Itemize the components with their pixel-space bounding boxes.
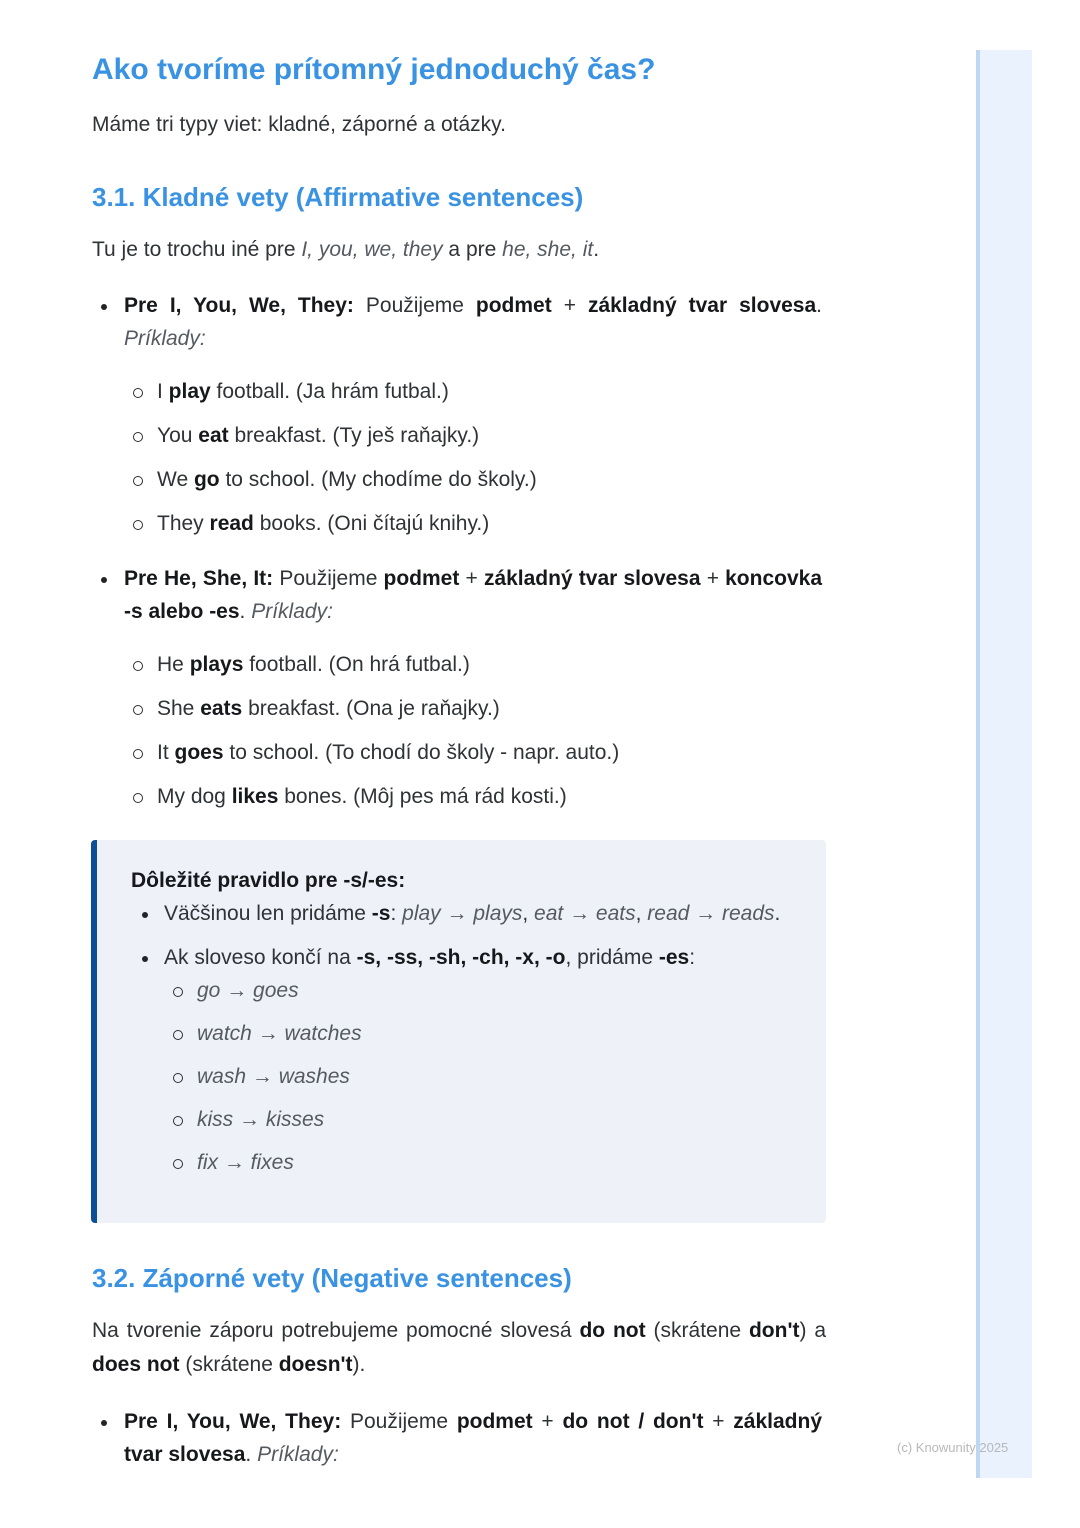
example-transform: read → reads [647,902,775,925]
rule-text: . [816,294,823,317]
rule-text: Použijeme [353,294,476,317]
example-item [157,692,822,725]
intro-text: . [593,238,600,261]
example-transform: watch → watches [197,1022,362,1045]
rule-item-singular [124,562,822,813]
verb-highlight: eat [198,424,229,447]
examples-label: Príklady: [124,327,206,350]
example-transform: kiss → kisses [197,1108,325,1131]
aux-dont: don't [748,1319,800,1342]
term-base-verb: základný tvar slovesa [587,294,817,317]
intro-text: ). [352,1353,366,1376]
example-item [157,375,822,408]
verb-endings: -s, -ss, -sh, -ch, -x, -o [356,946,566,969]
section-negative [92,1260,826,1471]
example-subject: You [157,424,199,447]
example-item [157,419,822,452]
intro-text: Tu je to trochu iné pre [92,238,302,261]
suffix-s: -s [371,902,391,925]
pronouns-singular: he, she, it [502,238,594,261]
es-example-list [164,974,796,1179]
intro-text: ) a [799,1319,827,1342]
example-item [197,1017,796,1050]
plus-sign: + [532,1410,563,1433]
section-affirmative [92,179,826,1223]
plus-sign: + [551,294,588,317]
verb-highlight: play [168,380,211,403]
example-transform: go → goes [197,979,299,1002]
example-item [197,1146,796,1179]
rule-text: . [774,902,781,925]
verb-highlight: go [193,468,220,491]
example-item [157,736,822,769]
affirmative-intro [92,233,826,267]
example-subject: We [157,468,194,491]
separator: , [522,902,535,925]
negative-rule-list [92,1405,826,1471]
example-subject: He [157,653,190,676]
example-rest: breakfast. (Ty ješ raňajky.) [228,424,480,447]
note-content [92,0,826,1471]
rule-callout [91,840,826,1223]
page-title: Ako tvoríme prítomný jednoduchý čas? [92,53,656,86]
verb-highlight: eats [200,697,243,720]
examples-label: Príklady: [251,600,333,623]
example-transform: play → plays [402,902,523,925]
example-item [157,463,822,496]
example-rest: to school. (To chodí do školy - napr. auto.) [223,741,620,764]
example-item [157,648,822,681]
example-item [197,1103,796,1136]
example-list-singular [124,648,822,813]
example-item [197,1060,796,1093]
rule-text: Použijeme [273,567,384,590]
aux-does-not: does not [92,1353,180,1376]
plus-sign: + [703,1410,734,1433]
callout-rule-list [131,897,796,1179]
suffix-es: -es [658,946,690,969]
example-rest: football. (Ja hrám futbal.) [210,380,449,403]
aux-doesnt: doesn't [278,1353,353,1376]
verb-highlight: read [209,512,254,535]
examples-label: Príklady: [257,1443,339,1466]
term-base-verb: základný tvar slovesa [124,1410,823,1466]
verb-highlight: goes [174,741,224,764]
rule-text: Väčšinou len pridáme [164,902,372,925]
intro-text: Na tvorenie záporu potrebujeme pomocné slovesá [92,1319,580,1342]
intro-text: (skrátene [179,1353,279,1376]
example-rest: to school. (My chodíme do školy.) [219,468,537,491]
affirmative-rule-list [92,289,826,813]
example-subject: My dog [157,785,232,808]
example-rest: books. (Oni čítajú knihy.) [253,512,490,535]
rule-add-es [164,941,796,1179]
example-subject: It [157,741,175,764]
negative-intro [92,1314,826,1382]
pronouns-plural: I, you, we, they [301,238,443,261]
example-list-plural [124,375,822,540]
callout-title: Dôležité pravidlo pre -s/-es: [131,869,406,892]
example-item [157,780,822,813]
term-subject: podmet [475,294,552,317]
page-side-panel [976,50,1032,1478]
term-subject: podmet [456,1410,533,1433]
example-item [197,974,796,1007]
example-subject: She [157,697,201,720]
aux-do-not: do not [579,1319,646,1342]
example-transform: wash → washes [197,1065,350,1088]
example-item [157,507,822,540]
plus-sign: + [700,567,726,590]
rule-label: Pre He, She, It: [124,567,274,590]
example-rest: breakfast. (Ona je raňajky.) [242,697,500,720]
section-heading-affirmative: 3.1. Kladné vety (Affirmative sentences) [92,182,584,212]
rule-text: , pridáme [565,946,659,969]
term-base-verb: základný tvar slovesa [483,567,701,590]
rule-label: Pre I, You, We, They: [124,294,354,317]
rule-add-s [164,897,796,930]
intro-text: (skrátene [645,1319,749,1342]
example-transform: fix → fixes [197,1151,294,1174]
rule-text: Ak sloveso končí na [164,946,357,969]
section-heading-negative: 3.2. Záporné vety (Negative sentences) [92,1263,572,1293]
rule-text: . [239,600,252,623]
example-rest: football. (On hrá futbal.) [243,653,470,676]
example-rest: bones. (Môj pes má rád kosti.) [278,785,567,808]
rule-text: : [689,946,696,969]
example-subject: I [157,380,169,403]
verb-highlight: plays [189,653,244,676]
verb-highlight: likes [231,785,279,808]
plus-sign: + [459,567,484,590]
example-subject: They [157,512,210,535]
rule-label: Pre I, You, We, They: [124,1410,342,1433]
rule-text: Použijeme [341,1410,457,1433]
term-subject: podmet [383,567,460,590]
rule-item-plural [124,1405,822,1471]
example-transform: eat → eats [534,902,636,925]
term-do-not: do not / don't [562,1410,704,1433]
intro-paragraph: Máme tri typy viet: kladné, záporné a otázky. [92,113,506,136]
watermark: (c) Knowunity 2025 [897,1440,1009,1455]
rule-item-plural [124,289,822,540]
separator: , [635,902,648,925]
intro-text: a pre [442,238,503,261]
term-ending: koncovka -s alebo -es [124,567,823,623]
rule-text: : [390,902,403,925]
rule-text: . [245,1443,258,1466]
